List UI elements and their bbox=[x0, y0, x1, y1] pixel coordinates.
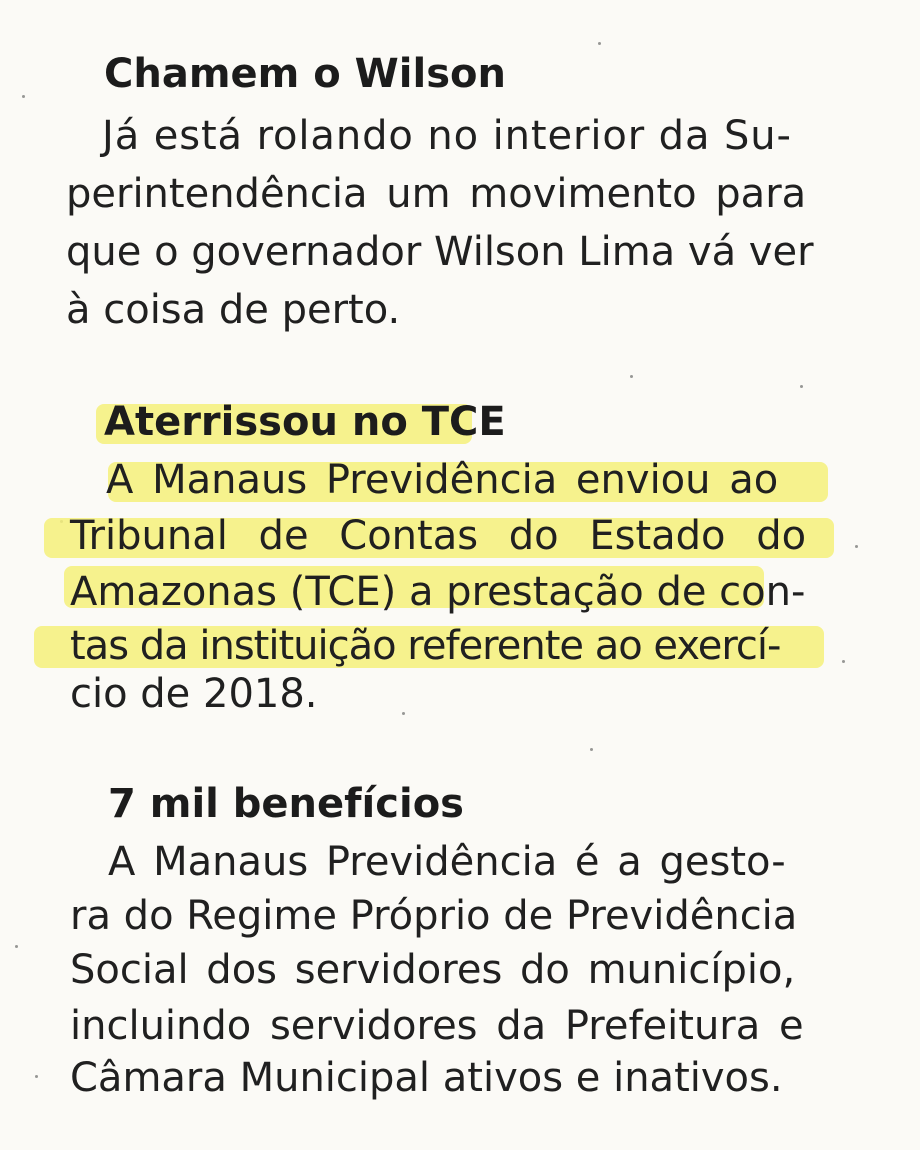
paragraph-line: A Manaus Previdência enviou ao bbox=[106, 457, 779, 503]
paragraph-line: incluindo servidores da Prefeitura e bbox=[70, 1003, 804, 1049]
paper-speck bbox=[630, 375, 633, 378]
paragraph-line: Câmara Municipal ativos e inativos. bbox=[70, 1055, 783, 1101]
paper-speck bbox=[22, 95, 25, 98]
paragraph-line: Social dos servidores do município, bbox=[70, 947, 796, 993]
section-heading: 7 mil benefícios bbox=[108, 781, 464, 827]
paragraph-line: ra do Regime Próprio de Previdência bbox=[70, 893, 798, 939]
paragraph-line: Já está rolando no interior da Su- bbox=[102, 113, 792, 159]
section-aterrissou-no-tce bbox=[70, 400, 860, 730]
paragraph-line: tas da instituição referente ao exercí- bbox=[70, 623, 781, 669]
paragraph-line: perintendência um movimento para bbox=[66, 171, 807, 217]
paragraph-line: à coisa de perto. bbox=[66, 287, 401, 333]
paragraph-line: Tribunal de Contas do Estado do bbox=[70, 513, 807, 559]
paper-speck bbox=[590, 748, 593, 751]
paper-speck bbox=[15, 945, 18, 948]
section-heading: Chamem o Wilson bbox=[104, 51, 506, 97]
paragraph-line: que o governador Wilson Lima vá ver bbox=[66, 229, 814, 275]
section-heading: Aterrissou no TCE bbox=[104, 399, 506, 445]
paragraph-line: Amazonas (TCE) a prestação de con- bbox=[70, 569, 806, 615]
paper-speck bbox=[800, 385, 803, 388]
section-chamem-o-wilson bbox=[66, 52, 856, 342]
section-7-mil-beneficios bbox=[70, 782, 860, 1112]
paper-speck bbox=[598, 42, 601, 45]
paragraph-line: A Manaus Previdência é a gesto- bbox=[108, 839, 786, 885]
paper-speck bbox=[35, 1075, 38, 1078]
paragraph-line: cio de 2018. bbox=[70, 671, 318, 717]
